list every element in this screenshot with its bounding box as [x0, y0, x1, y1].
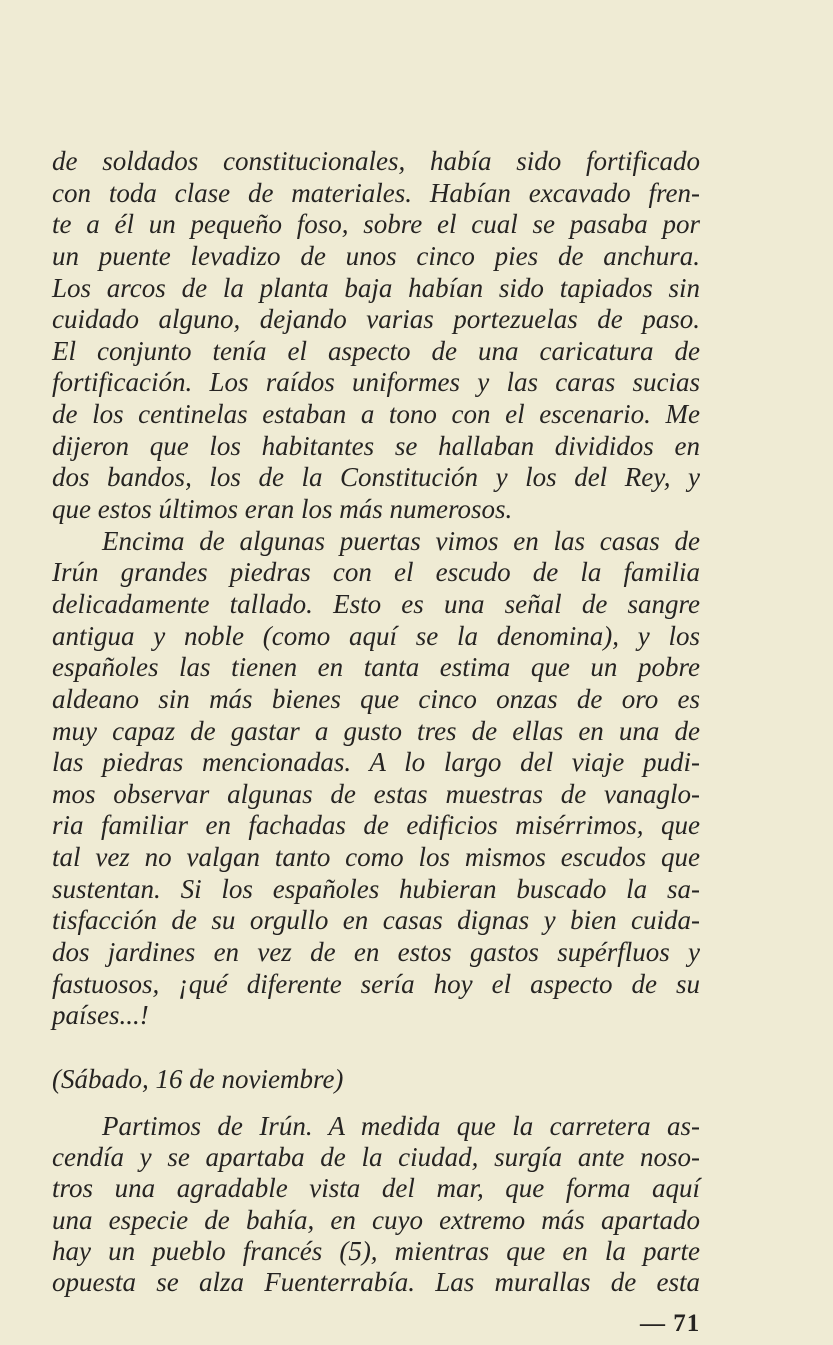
- text-line: cuidado alguno, dejando varias portezuelas de paso.: [52, 304, 700, 335]
- text-line: Partimos de Irún. A medida que la carretera as-: [102, 1111, 700, 1141]
- text-line: muy capaz de gastar a gusto tres de ellas en una de: [52, 715, 700, 746]
- body-text-block-2: [52, 1111, 700, 1298]
- text-line: de soldados constitucionales, había sido fortificado: [52, 146, 700, 176]
- text-line: hay un pueblo francés (5), mientras que en la parte: [52, 1235, 700, 1266]
- text-line: cendía y se apartaba de la ciudad, surgía ante noso-: [52, 1142, 700, 1173]
- text-line: con toda clase de materiales. Habían excavado fren-: [52, 177, 700, 208]
- text-line: sustentan. Si los españoles hubieran buscado la sa-: [52, 873, 700, 904]
- text-line: fastuosos, ¡qué diferente sería hoy el aspecto de su: [52, 968, 700, 999]
- page-number: — 71: [640, 1310, 701, 1337]
- text-line: tal vez no valgan tanto como los mismos escudos que: [52, 842, 700, 873]
- text-line: Los arcos de la planta baja habían sido tapiados sin: [52, 272, 700, 303]
- text-line: dos jardines en vez de en estos gastos supérfluos y: [52, 937, 700, 968]
- text-line: tros una agradable vista del mar, que forma aquí: [52, 1173, 700, 1204]
- text-line: antigua y noble (como aquí se la denomina), y los: [52, 620, 700, 651]
- text-line: Irún grandes piedras con el escudo de la familia: [52, 557, 700, 588]
- date-heading: (Sábado, 16 de noviembre): [52, 1064, 344, 1094]
- text-line: de los centinelas estaban a tono con el escenario. Me: [52, 399, 700, 430]
- text-line: ria familiar en fachadas de edificios misérrimos, que: [52, 810, 700, 841]
- text-line: fortificación. Los raídos uniformes y las caras sucias: [52, 367, 700, 398]
- text-line: dijeron que los habitantes se hallaban divididos en: [52, 430, 700, 461]
- text-line: te a él un pequeño foso, sobre el cual se pasaba por: [52, 209, 700, 240]
- text-line: tisfacción de su orgullo en casas dignas y bien cuida-: [52, 905, 700, 936]
- text-line: mos observar algunas de estas muestras de vanaglo-: [52, 778, 700, 809]
- text-line: opuesta se alza Fuenterrabía. Las murallas de esta: [52, 1266, 700, 1297]
- text-line: españoles las tienen en tanta estima que un pobre: [52, 652, 700, 683]
- text-line: un puente levadizo de unos cinco pies de anchura.: [52, 240, 700, 271]
- text-line: El conjunto tenía el aspecto de una caricatura de: [52, 335, 700, 366]
- text-line: delicadamente tallado. Esto es una señal de sangre: [52, 588, 700, 619]
- text-line: que estos últimos eran los más numerosos.: [52, 494, 513, 525]
- text-line: aldeano sin más bienes que cinco onzas de oro es: [52, 683, 700, 714]
- text-line: Encima de algunas puertas vimos en las casas de: [102, 525, 700, 556]
- text-line: las piedras mencionadas. A lo largo del viaje pudi-: [52, 747, 700, 778]
- body-text-block-1: [52, 146, 700, 1032]
- text-line: dos bandos, los de la Constitución y los del Rey, y: [52, 462, 700, 493]
- text-line: países...!: [52, 1000, 149, 1031]
- text-line: una especie de bahía, en cuyo extremo más apartado: [52, 1204, 700, 1235]
